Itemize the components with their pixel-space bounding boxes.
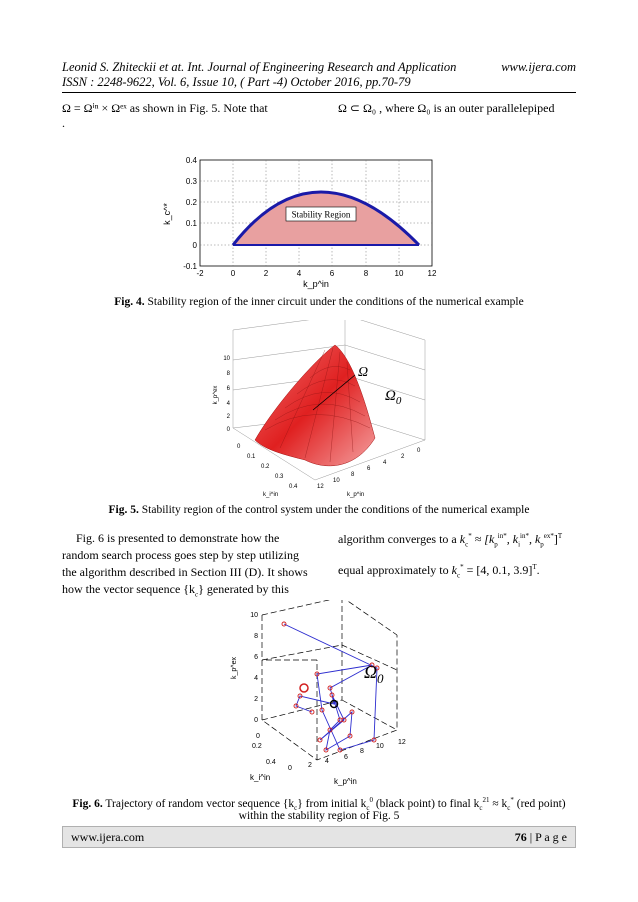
fig4-xtick: -2 xyxy=(196,269,204,278)
fig6-chart xyxy=(222,600,432,795)
fig6-xlabel2: k_p^in xyxy=(334,777,357,786)
fig6-caption: Fig. 6. Trajectory of random vector sequence $\{k_c\}$ from initial $k_c^0$ (black point) to final $k_c^{21} \approx k_c^*$ (red point) xyxy=(72,796,566,813)
fig5-ax2-tick: 12 xyxy=(317,484,324,490)
fig5-ax1-tick: 0.4 xyxy=(289,484,298,490)
fig6-ztick: 4 xyxy=(254,675,258,682)
fig5-caption: Fig. 5. Stability region of the control system under the conditions of the numerical example xyxy=(108,504,530,516)
fig4-ytick: 0.3 xyxy=(185,177,197,186)
footer-page-number: 76 | P a g e xyxy=(514,830,567,844)
fig4-xlabel: k_p^in xyxy=(303,279,329,289)
fig4-yticks xyxy=(183,156,197,271)
paragraph-right-line1: algorithm converges to a $k_c^* \approx [k_p^{in*}$, $k_i^{in*}$, $k_p^{ex*}]^T$ xyxy=(338,532,563,549)
fig6-trajectory xyxy=(284,624,377,750)
fig4-xtick: 4 xyxy=(296,269,302,278)
paragraph-right-line2: equal approximately to $k_c^* = [4$, 0.1, 3.9]$^T$. xyxy=(338,563,540,580)
fig6-xlabel1: k_i^in xyxy=(250,773,271,782)
page-footer xyxy=(62,826,576,848)
fig4-ytick: -0.1 xyxy=(183,262,197,271)
fig5-ztick: 0 xyxy=(226,427,230,433)
fig4-xtick: 8 xyxy=(363,269,369,278)
fig6-ax1-ticks xyxy=(252,733,276,766)
fig6-ax2-tick: 6 xyxy=(344,754,348,761)
fig6-ztick: 8 xyxy=(254,633,258,640)
paragraph-line: random search process goes step by step utilizing xyxy=(62,548,299,562)
fig6-ax2-tick: 8 xyxy=(360,748,364,755)
fig5-zlabel: k_p^ex xyxy=(213,385,219,405)
fig6-ax2-ticks xyxy=(288,739,406,772)
text-top-right: Ω ⊂ Ω₀ , where Ω₀ is an outer parallelepiped xyxy=(338,101,555,115)
fig5-ax2-tick: 8 xyxy=(351,472,355,478)
fig5-ax1-tick: 0.1 xyxy=(247,454,256,460)
fig5-ax2-tick: 6 xyxy=(367,466,371,472)
fig5-ax2-tick: 10 xyxy=(333,478,340,484)
fig6-ax2-tick: 10 xyxy=(376,743,384,750)
fig4-xtick: 6 xyxy=(329,269,335,278)
fig5-ztick: 6 xyxy=(226,386,230,392)
fig5-ztick: 8 xyxy=(226,371,230,377)
journal-site: www.ijera.com xyxy=(501,60,576,74)
header-rule xyxy=(62,92,576,93)
fig5-ax2-tick: 0 xyxy=(417,448,421,454)
fig5-ax2-tick: 2 xyxy=(401,454,405,460)
fig6-ax1-tick: 0 xyxy=(256,733,260,740)
fig5-xlabel1: k_i^in xyxy=(263,492,279,498)
fig6-omega0-label: $\Omega_0$ xyxy=(364,662,384,686)
fig6-caption-line2: within the stability region of Fig. 5 xyxy=(238,810,400,822)
fig5-ax2-tick: 4 xyxy=(383,460,387,466)
fig5-xlabel2: k_p^in xyxy=(347,492,365,498)
fig6-ztick: 10 xyxy=(250,612,258,619)
fig6-final-point xyxy=(300,684,308,692)
fig5-ztick: 4 xyxy=(226,401,230,407)
fig4-ylabel: k_c^* xyxy=(162,203,172,225)
paragraph-right xyxy=(338,528,578,585)
fig4-ytick: 0 xyxy=(192,241,197,250)
fig6-zticks xyxy=(250,612,258,724)
journal-header-line1: Leonid S. Zhiteckii et at. Int. Journal of Engineering Research and Application xyxy=(62,60,457,74)
fig6-ztick: 6 xyxy=(254,654,258,661)
fig6-ax1-tick: 0.2 xyxy=(252,743,262,750)
fig4-ytick: 0.2 xyxy=(185,198,197,207)
fig5-surface xyxy=(255,345,375,466)
fig6-ztick: 0 xyxy=(254,717,258,724)
text-top-left: Ω = Ωⁱⁿ × Ωᵉˣ as shown in Fig. 5. Note that xyxy=(62,101,268,115)
fig6-ztick: 2 xyxy=(254,696,258,703)
fig5-omega0-label: $\Omega_0$ xyxy=(385,388,402,407)
fig4-chart xyxy=(160,150,460,290)
fig5-ax1-tick: 0.2 xyxy=(261,464,270,470)
fig4-xtick: 0 xyxy=(230,269,236,278)
paragraph-left xyxy=(62,530,326,603)
journal-header-line2: ISSN : 2248-9622, Vol. 6, Issue 10, ( Part -4) October 2016, pp.70-79 xyxy=(62,75,411,89)
text-top-dot: . xyxy=(62,116,65,130)
fig5-omega-label: Ω xyxy=(358,365,369,380)
paragraph-line-last: how the vector sequence $\{k_c\}$ generated by this xyxy=(62,582,289,599)
fig4-xtick: 2 xyxy=(263,269,269,278)
paragraph-line: the algorithm described in Section III (D). It shows xyxy=(62,565,308,579)
fig4-xticks xyxy=(196,269,437,278)
paragraph-line: Fig. 6 is presented to demonstrate how the xyxy=(76,531,280,545)
fig6-zlabel: k_p^ex xyxy=(231,657,238,679)
fig4-region-label: Stability Region xyxy=(291,209,351,220)
fig5-ax1-tick: 0 xyxy=(237,444,241,450)
fig4-ytick: 0.1 xyxy=(185,219,197,228)
footer-site-link[interactable]: www.ijera.com xyxy=(71,830,145,844)
fig6-ax2-tick: 12 xyxy=(398,739,406,746)
fig4-ytick: 0.4 xyxy=(185,156,197,165)
fig5-ax1-tick: 0.3 xyxy=(275,474,284,480)
fig6-ax1-tick: 0.4 xyxy=(266,759,276,766)
fig5-zticks xyxy=(223,356,230,433)
fig4-xtick: 12 xyxy=(427,269,437,278)
fig4-xtick: 10 xyxy=(394,269,404,278)
fig5-ztick: 2 xyxy=(226,414,230,420)
fig5-chart xyxy=(205,320,445,500)
fig5-ztick: 10 xyxy=(223,356,230,362)
fig6-ax2-tick: 2 xyxy=(308,762,312,769)
fig6-ax2-tick: 4 xyxy=(325,758,329,765)
fig6-points xyxy=(282,622,379,752)
fig6-ax2-tick: 0 xyxy=(288,765,292,772)
fig4-caption: Fig. 4. Stability region of the inner circuit under the conditions of the numerical example xyxy=(114,296,524,308)
